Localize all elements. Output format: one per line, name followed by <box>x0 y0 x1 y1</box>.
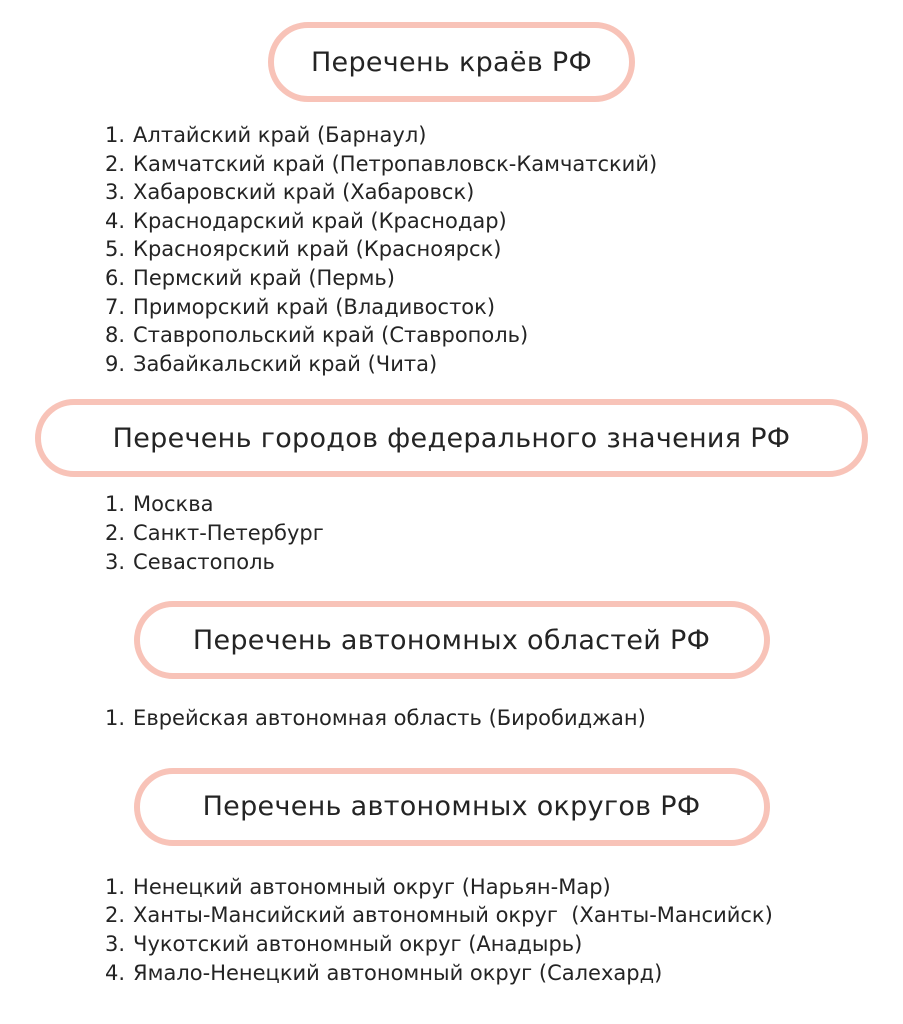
list-item-label: Пермский край (Пермь) <box>133 265 395 290</box>
list-item-label: Еврейская автономная область (Биробиджан) <box>133 706 646 731</box>
list-item <box>105 959 863 988</box>
list-item <box>105 548 863 577</box>
list-item-number: 2. <box>105 520 126 545</box>
list-item-number: 7. <box>105 294 126 319</box>
list-item-number: 5. <box>105 237 126 262</box>
section-federal-cities-title-pill <box>35 399 868 477</box>
list-item <box>105 293 863 322</box>
list-item-label: Ненецкий автономный округ (Нарьян-Мар) <box>133 874 611 899</box>
list-item-label: Севастополь <box>133 549 275 574</box>
list-item <box>105 264 863 293</box>
list-item-number: 3. <box>105 549 126 574</box>
list-item-number: 1. <box>105 706 126 731</box>
list-item-number: 9. <box>105 351 126 376</box>
list-item <box>105 207 863 236</box>
list-item <box>105 704 863 733</box>
section-krais-title: Перечень краёв РФ <box>310 46 593 78</box>
list-item-number: 2. <box>105 903 126 928</box>
section-federal-cities-list <box>105 490 863 576</box>
list-item-label: Москва <box>133 492 214 517</box>
list-item-number: 3. <box>105 931 126 956</box>
list-item-label: Краснодарский край (Краснодар) <box>133 208 507 233</box>
list-item-label: Ямало-Ненецкий автономный округ (Салехард) <box>133 960 663 985</box>
list-item-label: Чукотский автономный округ (Анадырь) <box>133 931 583 956</box>
section-autonomous-oblasts-title: Перечень автономных областей РФ <box>192 624 711 656</box>
list-item <box>105 235 863 264</box>
list-item-label: Ставропольский край (Ставрополь) <box>133 323 529 348</box>
list-item-number: 8. <box>105 323 126 348</box>
list-item <box>105 930 863 959</box>
list-item <box>105 178 863 207</box>
list-item-label: Забайкальский край (Чита) <box>133 351 438 376</box>
list-item <box>105 519 863 548</box>
list-item-number: 1. <box>105 492 126 517</box>
list-item <box>105 490 863 519</box>
list-item-label: Алтайский край (Барнаул) <box>133 123 427 147</box>
section-autonomous-okrugs-list <box>105 873 863 987</box>
section-autonomous-okrugs-title: Перечень автономных округов РФ <box>202 791 701 823</box>
list-item <box>105 121 863 150</box>
list-item-label: Камчатский край (Петропавловск-Камчатский) <box>133 151 658 176</box>
list-item-number: 2. <box>105 151 126 176</box>
list-item <box>105 150 863 179</box>
list-item-label: Красноярский край (Красноярск) <box>133 237 502 262</box>
list-item <box>105 350 863 379</box>
list-item-number: 6. <box>105 265 126 290</box>
list-item-number: 1. <box>105 874 126 899</box>
section-federal-cities-title: Перечень городов федерального значения РФ <box>112 422 791 454</box>
list-item-label: Ханты-Мансийский автономный округ (Ханты-Мансийск) <box>133 903 773 928</box>
section-autonomous-oblasts-list <box>105 704 863 733</box>
list-item-number: 3. <box>105 180 126 205</box>
list-item-number: 4. <box>105 960 126 985</box>
list-item <box>105 873 863 902</box>
section-krais-list <box>105 121 863 378</box>
list-item <box>105 901 863 930</box>
list-item-label: Хабаровский край (Хабаровск) <box>133 180 475 205</box>
list-item-label: Приморский край (Владивосток) <box>133 294 496 319</box>
list-item-label: Санкт-Петербург <box>133 520 324 545</box>
list-item <box>105 321 863 350</box>
section-krais-title-pill <box>268 22 635 102</box>
list-item-number: 1. <box>105 123 126 147</box>
list-item-number: 4. <box>105 208 126 233</box>
section-autonomous-oblasts-title-pill <box>134 601 770 679</box>
section-autonomous-okrugs-title-pill <box>134 768 770 846</box>
